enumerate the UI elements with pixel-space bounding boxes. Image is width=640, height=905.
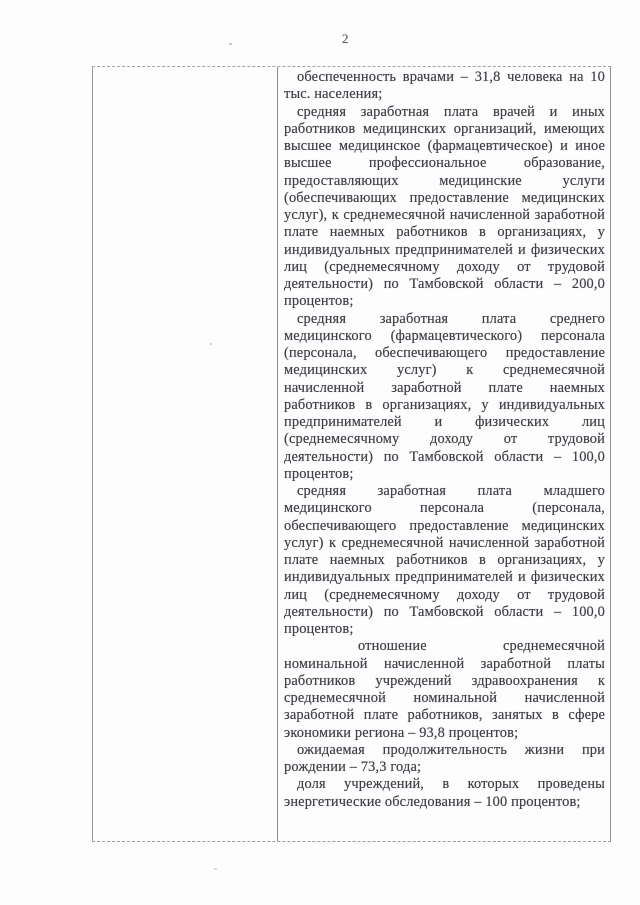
content-table [92, 66, 611, 842]
table-cell-left-empty [93, 67, 278, 841]
scan-speckle [214, 868, 217, 870]
paragraph-doctors-salary: средняя заработная плата врачей и иных работников медицинских организаций, имеющих высшее медицинское (фармацевтическое) и иное высшее профессиональное образование, предоставляющих медицинские услуги (обеспечивающих предоставление медицинских услуг), к среднемесячной начисленной заработной плате наемных работников в организациях, у индивидуальных предпринимателей и физических лиц (среднемесячному доходу от трудовой деятельности) по Тамбовской области – 200,0 процентов; [284, 103, 605, 310]
paragraph-salary-ratio: отношение среднемесячной номинальной начисленной заработной платы работников учреждений здравоохранения к среднемесячной номинальной начисленной заработной плате работников, занятых в сфере экономики региона – 93,8 процентов; [284, 638, 605, 741]
paragraph-mid-medical-salary: средняя заработная плата среднего медицинского (фармацевтического) персонала (персонала, обеспечивающего предоставление медицинских услуг) к среднемесячной начисленной заработной плате наемных работников в организациях, у индивидуальных предпринимателей и физических лиц (среднемесячному доходу от трудовой деятельности) по Тамбовской области – 100,0 процентов; [284, 310, 605, 482]
scan-speckle [210, 343, 212, 345]
page-number: 2 [342, 31, 349, 46]
paragraph-energy-audits: доля учреждений, в которых проведены энергетические обследования – 100 процентов; [284, 776, 605, 810]
scan-speckle [229, 43, 232, 45]
paragraph-doctor-provision: обеспеченность врачами – 31,8 человека на 10 тыс. населения; [284, 69, 605, 103]
paragraph-junior-medical-salary: средняя заработная плата младшего медицинского персонала (персонала, обеспечивающего предоставление медицинских услуг) к среднемесячной начисленной заработной плате наемных работников в организациях, у индивидуальных предпринимателей и физических лиц (среднемесячному доходу от трудовой деятельности) по Тамбовской области – 100,0 процентов; [284, 483, 605, 637]
paragraph-life-expectancy: ожидаемая продолжительность жизни при рождении – 73,3 года; [284, 741, 605, 775]
table-cell-text [279, 67, 610, 841]
